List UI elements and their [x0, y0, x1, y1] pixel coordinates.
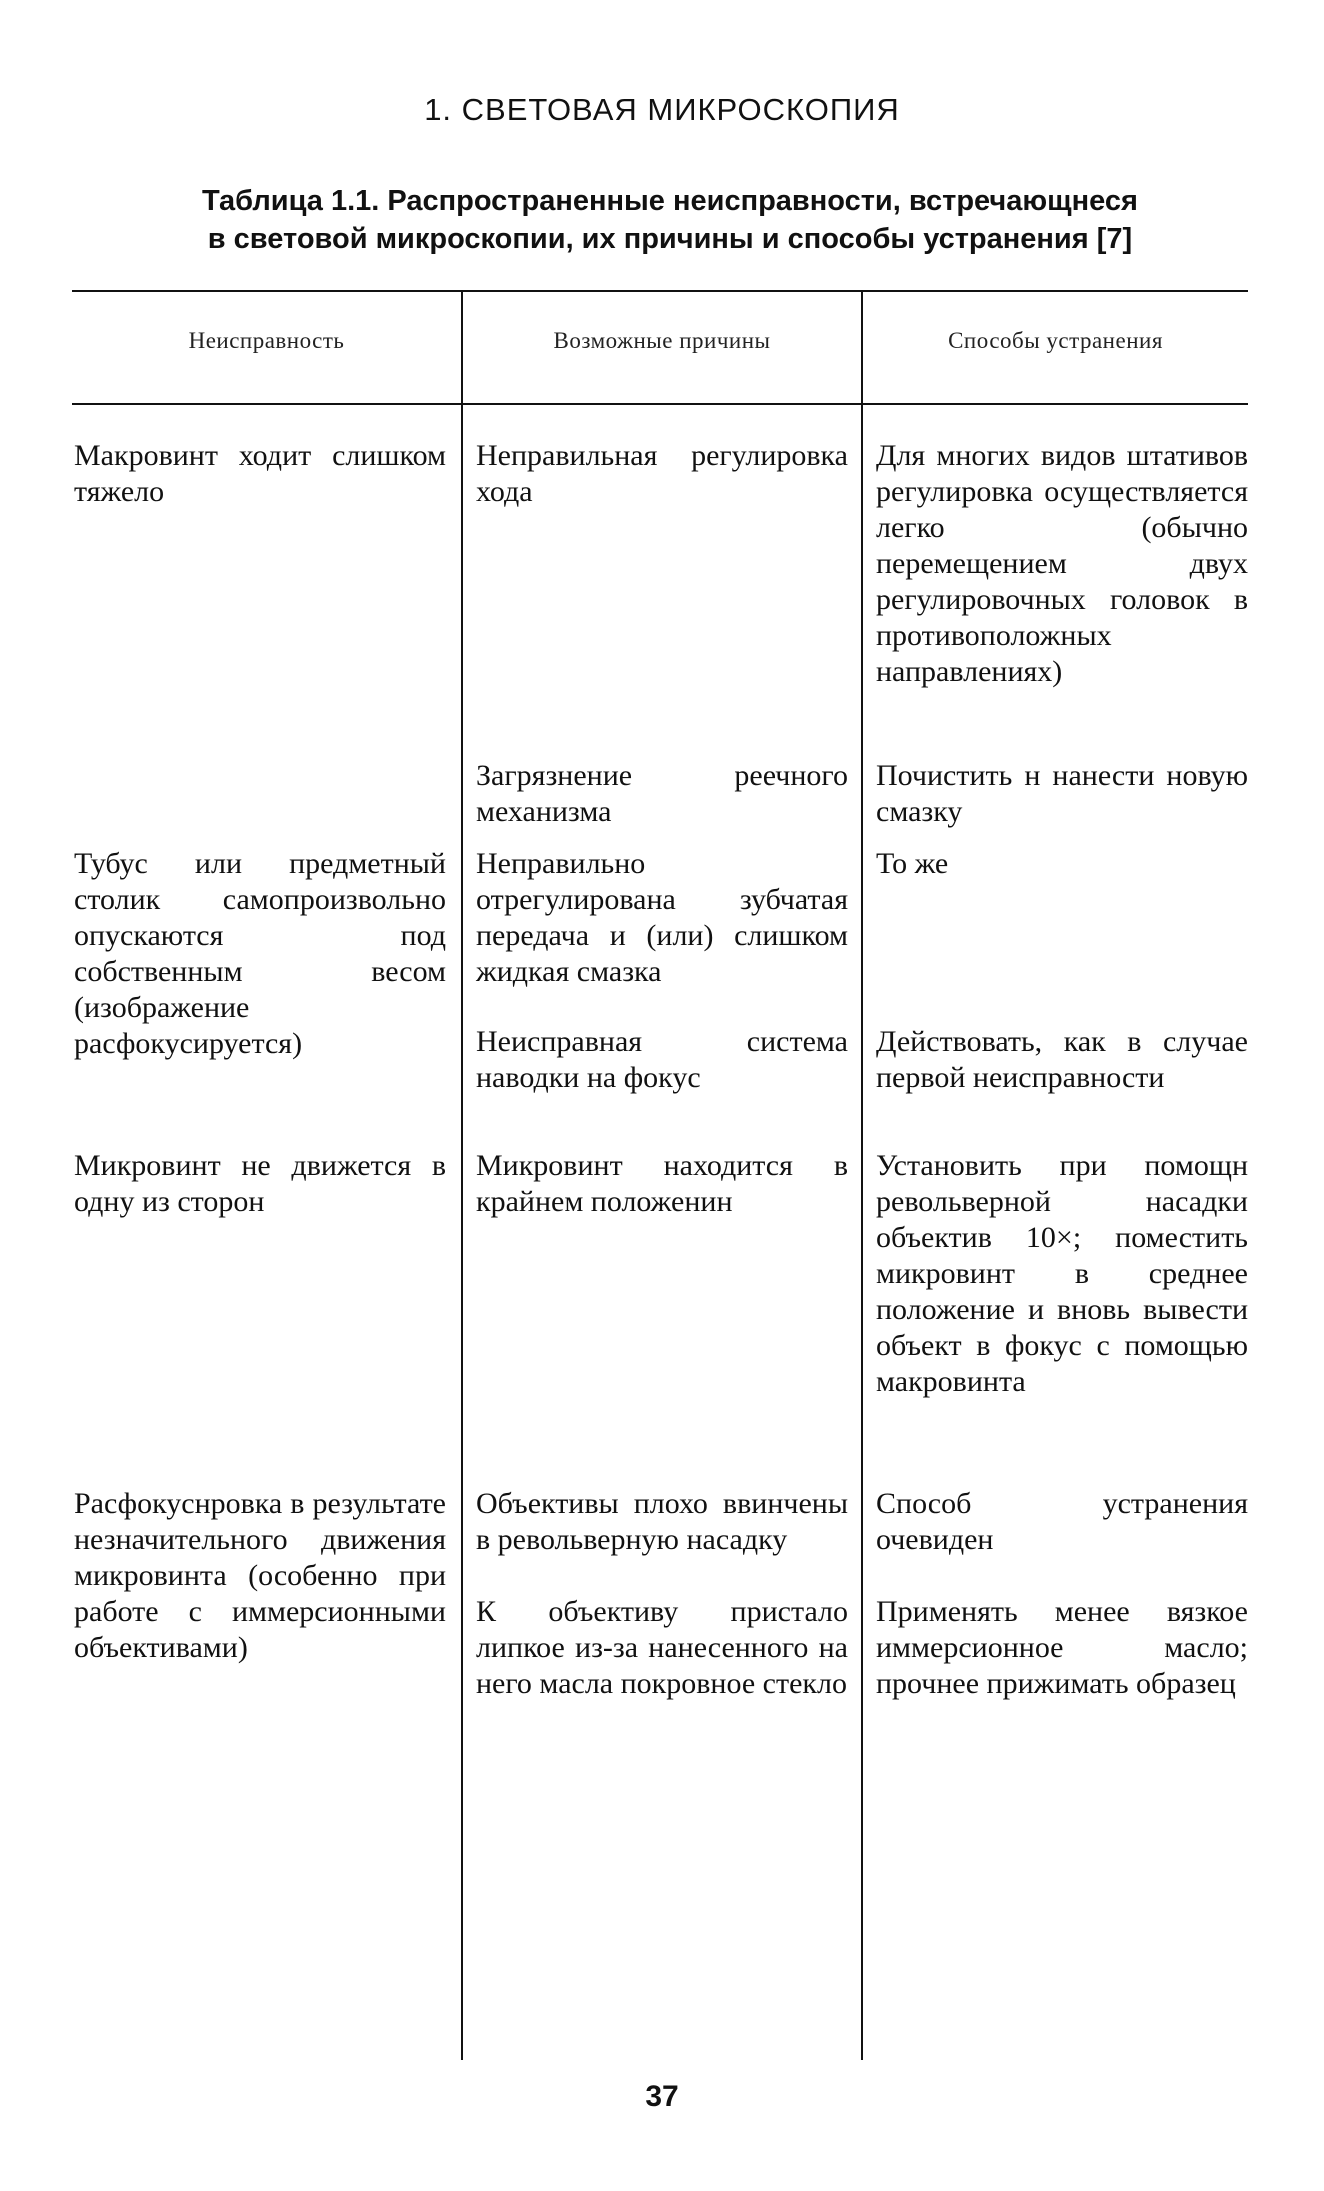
fault-cell: [74, 1486, 446, 1666]
column-header-causes: Возможные причины: [553, 328, 771, 353]
remedy-cell: [876, 758, 1248, 830]
fault-text: Тубус или предметный столик самопроизвольно опускаются под собственным весом (изображение расфокусируется): [74, 847, 446, 1060]
fault-text: Макровинт ходит слишком тяжело: [74, 439, 446, 508]
fault-text: Расфокуснровка в результате незначительного движения микровинта (особенно при работе с иммерсионными объективами): [74, 1487, 446, 1664]
remedy-cell: [876, 1486, 1248, 1558]
cause-cell: [476, 1594, 848, 1702]
remedy-cell: [876, 1024, 1248, 1096]
column-divider-2: [861, 403, 863, 2060]
cause-text: Неисправная система наводки на фокус: [476, 1025, 848, 1094]
remedy-cell: [876, 1148, 1248, 1400]
table-top-rule: [72, 290, 1248, 292]
cause-text: Загрязнение реечного механизма: [476, 759, 848, 828]
table-caption-line-1: Таблица 1.1. Распространенные неисправности, встречающнеся: [202, 185, 1138, 217]
cause-cell: [476, 846, 848, 990]
page-number: 37: [645, 2080, 679, 2113]
remedy-text: То же: [876, 847, 949, 880]
remedy-cell: [876, 846, 1248, 882]
table-caption: [100, 182, 1240, 258]
remedy-text: Почистить н нанести новую смазку: [876, 759, 1248, 828]
column-header-fault: Неисправность: [188, 328, 345, 353]
cause-text: Неправильная регулировка хода: [476, 439, 848, 508]
cause-text: Неправильно отрегулирована зубчатая передача и (или) слишком жидкая смазка: [476, 847, 848, 988]
chapter-heading: 1. СВЕТОВАЯ МИКРОСКОПИЯ: [424, 92, 900, 127]
remedy-text: Действовать, как в случае первой неисправности: [876, 1025, 1248, 1094]
table-header-rule: [72, 403, 1248, 405]
cause-cell: [476, 1148, 848, 1220]
column-divider-1: [461, 403, 463, 2060]
cause-cell: [476, 1024, 848, 1096]
cause-cell: [476, 1486, 848, 1558]
cause-text: К объективу пристало липкое из-за нанесенного на него масла покровное стекло: [476, 1595, 848, 1700]
column-header-remedies: Способы устранения: [948, 328, 1163, 353]
fault-text: Микровинт не движется в одну из сторон: [74, 1149, 446, 1218]
remedy-text: Применять менее вязкое иммерсионное масло; прочнее прижимать образец: [876, 1595, 1248, 1700]
cause-text: Объективы плохо ввинчены в револьверную насадку: [476, 1487, 848, 1556]
fault-cell: [74, 438, 446, 510]
table-caption-line-2: в световой микроскопии, их причины и способы устранения [7]: [207, 223, 1133, 255]
cause-cell: [476, 438, 848, 510]
cause-cell: [476, 758, 848, 830]
cause-text: Микровинт находится в крайнем положенин: [476, 1149, 848, 1218]
fault-cell: [74, 846, 446, 1062]
remedy-cell: [876, 1594, 1248, 1702]
remedy-cell: [876, 438, 1248, 690]
remedy-text: Установить при помощн револьверной насадки объектив 10×; поместить микровинт в среднее положение и вновь вывести объект в фокус с помощью макровинта: [876, 1149, 1248, 1398]
remedy-text: Способ устранения очевиден: [876, 1487, 1248, 1556]
remedy-text: Для многих видов штативов регулировка осуществляется легко (обычно перемещением двух регулировочных головок в противоположных направлениях): [876, 439, 1248, 688]
fault-cell: [74, 1148, 446, 1220]
